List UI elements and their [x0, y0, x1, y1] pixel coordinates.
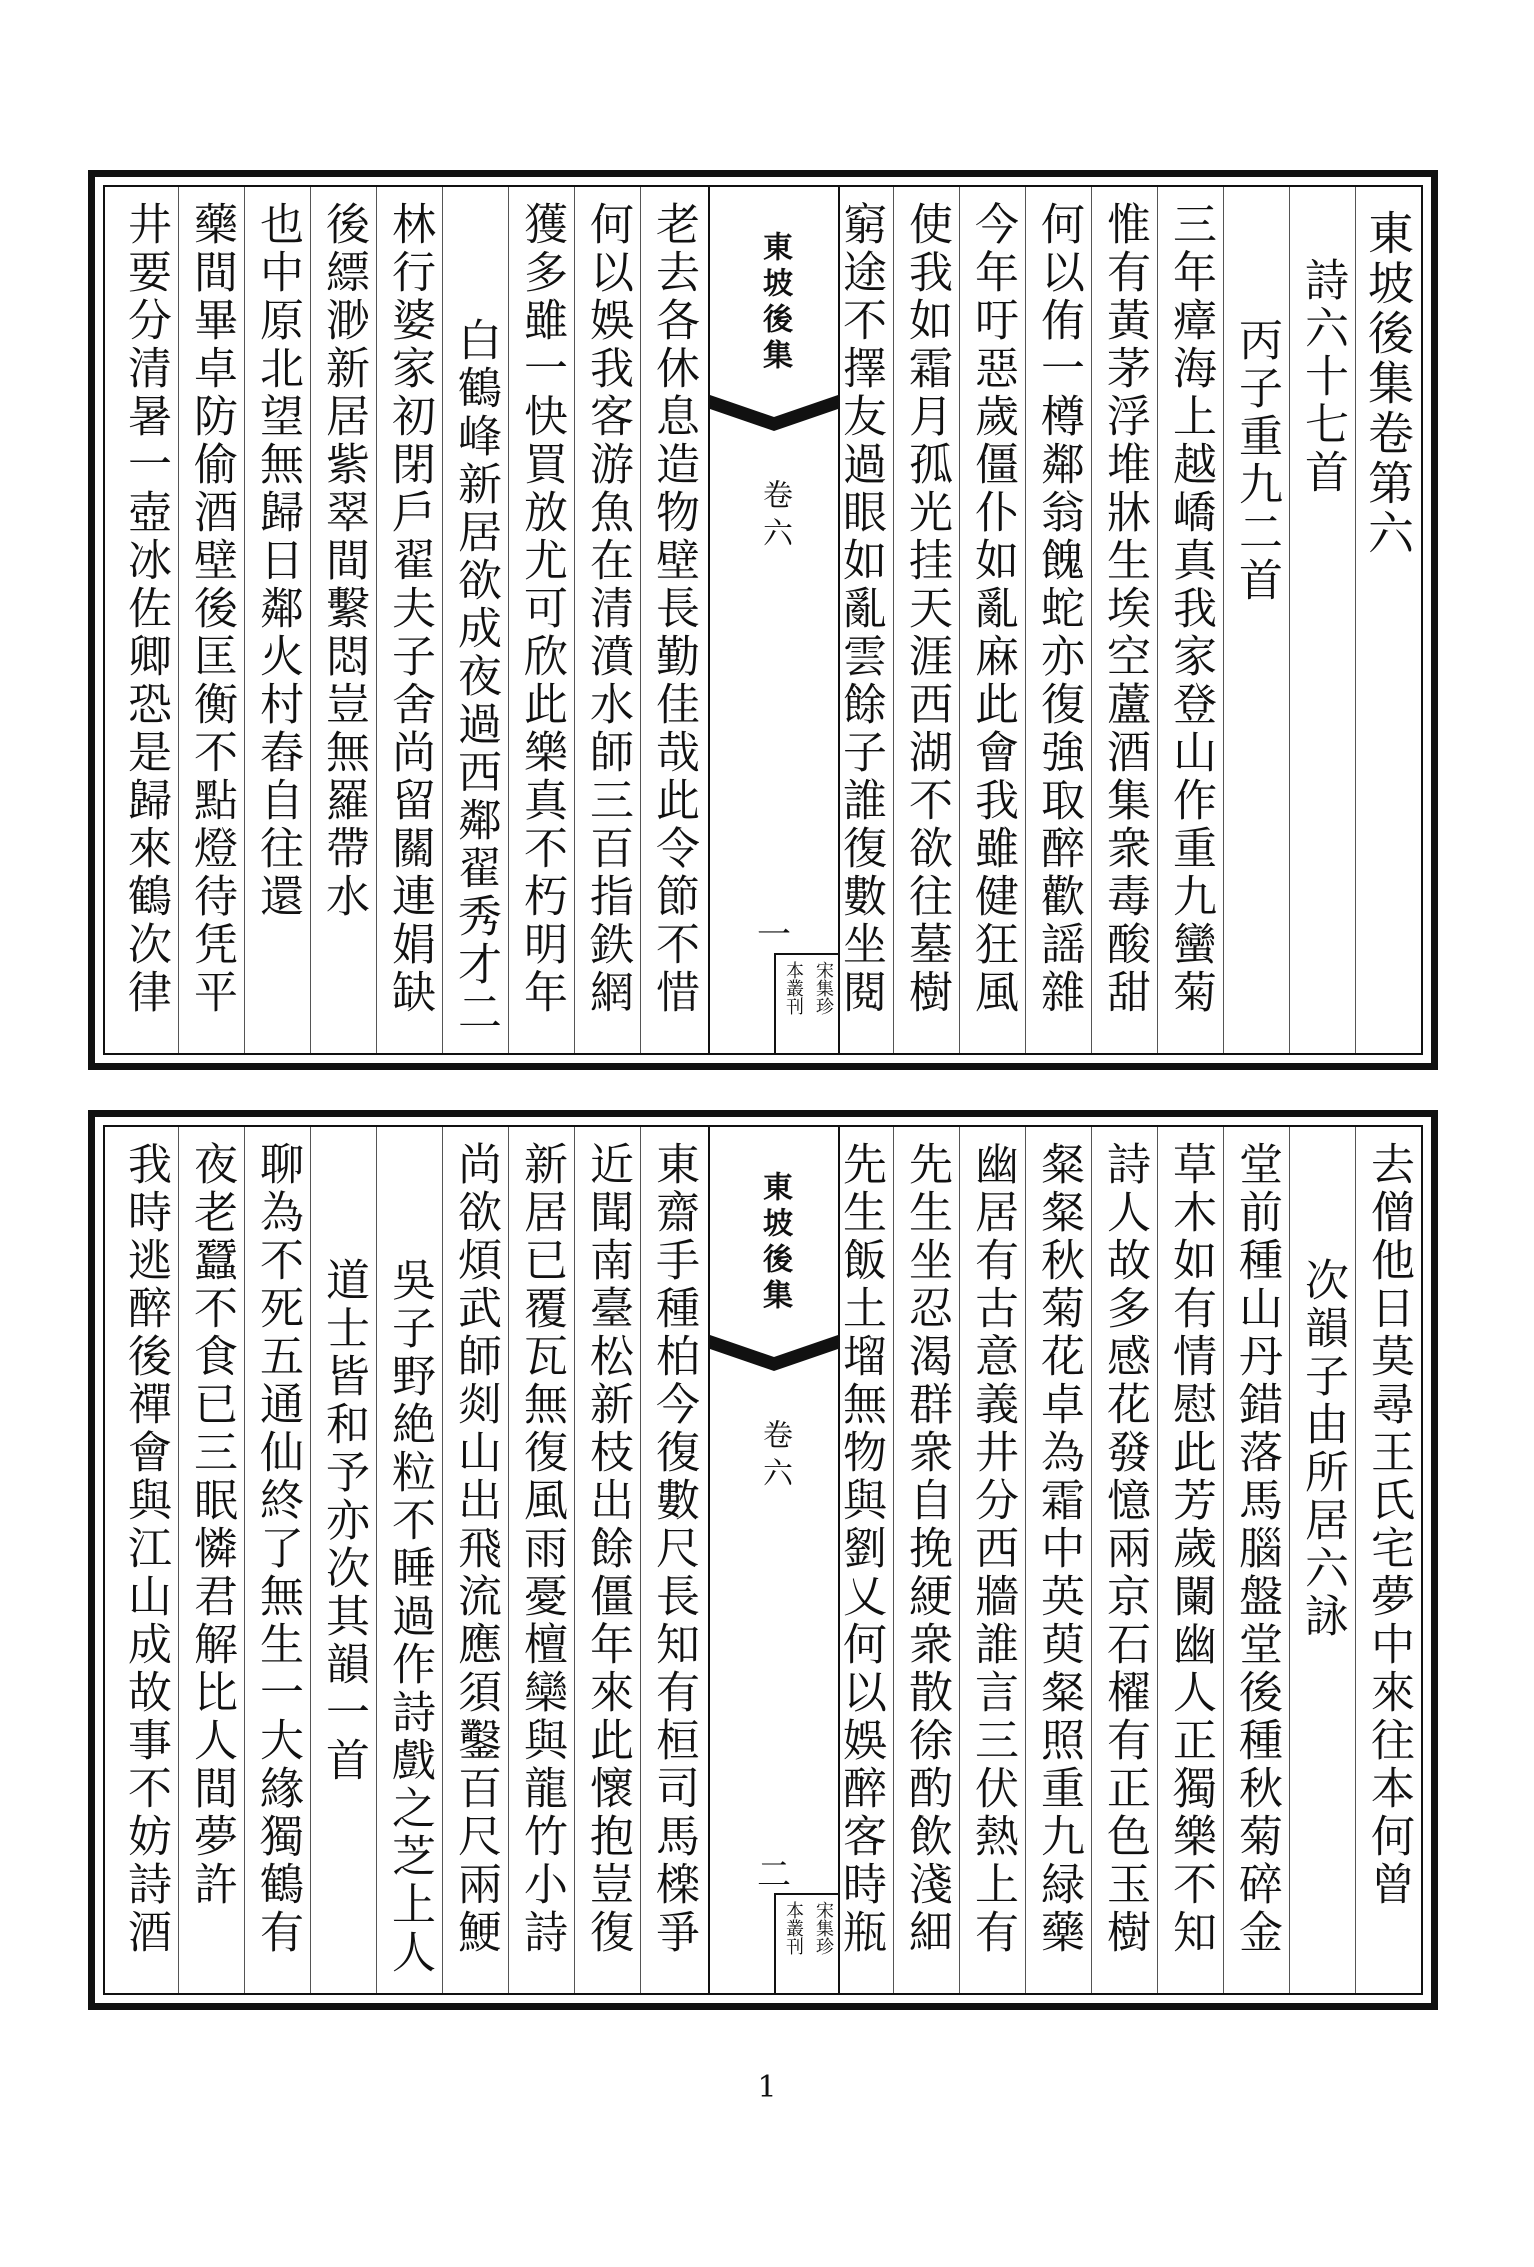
text-column: 老去各休息造物壁長勤佳哉此令節不惜 [640, 187, 706, 1053]
left-half-page [105, 187, 706, 1053]
center-fold-strip [708, 187, 840, 1053]
series-line: 宋集珍 [813, 961, 834, 1015]
page-number: 1 [757, 2070, 777, 2105]
right-half-page [820, 1127, 1421, 1993]
folio-number: 一 [757, 915, 791, 955]
text-column: 夜老蠶不食已三眠憐君解比人間夢許 [178, 1127, 244, 1993]
text-column: 何以娛我客游魚在清濆水師三百指鉄網 [574, 187, 640, 1053]
text-column: 聊為不死五通仙終了無生一大緣獨鶴有 [244, 1127, 310, 1993]
text-column: 後縹渺新居紫翠間繫悶豈無羅帶水 [310, 187, 376, 1053]
book-title: 東坡後集 [757, 1171, 792, 1315]
text-column: 堂前種山丹錯落馬腦盤堂後種秋菊碎金 [1223, 1127, 1289, 1993]
text-column: 新居已覆瓦無復風雨憂檀欒與龍竹小詩 [508, 1127, 574, 1993]
text-column: 幽居有古意義井分西牆誰言三伏熱上有 [959, 1127, 1025, 1993]
text-column: 先生坐忍渴群衆自挽綆衆散徐酌飲淺細 [893, 1127, 959, 1993]
text-column: 道士皆和予亦次其韻一首 [310, 1127, 376, 1993]
text-column: 次韻子由所居六詠 [1289, 1127, 1355, 1993]
text-column: 吳子野絶粒不睡過作詩戲之芝上人 [376, 1127, 442, 1993]
text-column: 窮途不擇友過眼如亂雲餘子誰復數坐閱 [835, 201, 886, 1017]
text-column: 丙子重九二首 [1223, 187, 1289, 1053]
text-column: 白鶴峰新居欲成夜過西鄰翟秀才二 [442, 187, 508, 1053]
fish-tail-mark-icon [710, 1335, 838, 1375]
fish-tail-mark-icon [710, 395, 838, 435]
text-column: 先生飯土塯無物與劉乂何以娛醉客時瓶 [835, 1141, 886, 1957]
text-column: 何以侑一樽鄰翁餽蛇亦復強取醉歡謡雜 [1025, 187, 1091, 1053]
page-frame [103, 1125, 1423, 1995]
series-label [774, 953, 838, 1053]
text-column: 獲多雖一快買放尤可欣此樂真不朽明年 [508, 187, 574, 1053]
text-column: 今年吁惡歲僵仆如亂麻此會我雖健狂風 [959, 187, 1025, 1053]
series-line: 本叢刊 [783, 1901, 804, 1955]
volume-label: 卷六 [757, 1419, 792, 1495]
volume-label: 卷六 [757, 479, 792, 555]
text-column: 東齋手種柏今復數尺長知有桓司馬檪爭 [640, 1127, 706, 1993]
text-column: 詩人故多感花發憶兩京石櫂有正色玉樹 [1091, 1127, 1157, 1993]
text-column: 草木如有情慰此芳歲闌幽人正獨樂不知 [1157, 1127, 1223, 1993]
text-column: 尚欲煩武師剡山出飛流應須鑿百尺兩鯁 [442, 1127, 508, 1993]
text-column: 惟有黃茅浮堆牀生埃空蘆酒集衆毒酸甜 [1091, 187, 1157, 1053]
series-line: 宋集珍 [813, 1901, 834, 1955]
text-column: 三年瘴海上越嶠真我家登山作重九蠻菊 [1157, 187, 1223, 1053]
book-spread-upper [88, 170, 1438, 1070]
text-column: 我時逃醉後禪會與江山成故事不妨詩酒 [120, 1141, 171, 1957]
text-column: 使我如霜月孤光挂天涯西湖不欲往墓樹 [893, 187, 959, 1053]
text-column: 藥間畢卓防偷酒壁後匡衡不點燈待凭平 [178, 187, 244, 1053]
center-fold-strip [708, 1127, 840, 1993]
series-label [774, 1893, 838, 1993]
book-title: 東坡後集 [757, 231, 792, 375]
text-column: 粲粲秋菊花卓為霜中英萸粲照重九緑藥 [1025, 1127, 1091, 1993]
text-column: 詩六十七首 [1289, 187, 1355, 1053]
text-column: 近聞南臺松新枝出餘僵年來此懷抱豈復 [574, 1127, 640, 1993]
text-column: 井要分清暑一壺冰佐卿恐是歸來鶴次律 [120, 201, 171, 1017]
text-column: 東坡後集卷第六 [1355, 187, 1421, 1053]
right-half-page [820, 187, 1421, 1053]
series-line: 本叢刊 [783, 961, 804, 1015]
left-half-page [105, 1127, 706, 1993]
text-column: 也中原北望無歸日鄰火村舂自往還 [244, 187, 310, 1053]
text-column: 林行婆家初閉戶翟夫子舍尚留關連娟缺 [376, 187, 442, 1053]
text-column: 去僧他日莫尋王氏宅夢中來往本何曾 [1355, 1127, 1421, 1993]
folio-number: 二 [757, 1855, 791, 1895]
book-spread-lower [88, 1110, 1438, 2010]
page-frame [103, 185, 1423, 1055]
